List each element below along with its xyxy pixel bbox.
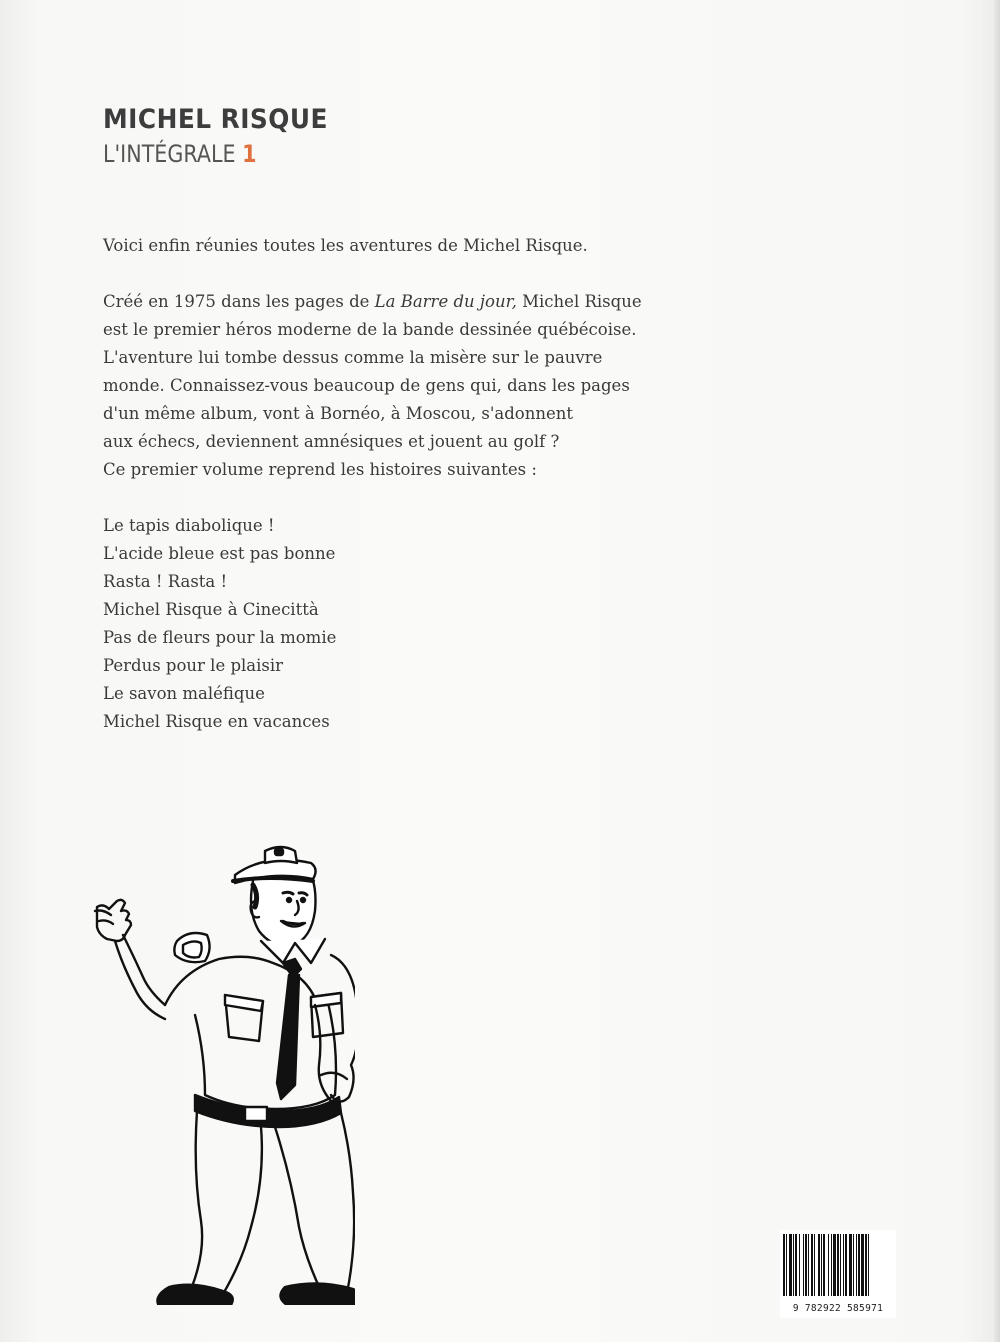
barcode-bar [818,1234,820,1296]
barcode-bar [793,1234,794,1296]
barcode-bar [808,1234,809,1296]
barcode-bar [789,1234,792,1296]
subtitle-prefix: L'INTÉGRALE [103,140,236,168]
magazine-title: La Barre du jour, [374,292,517,311]
volume-number: 1 [242,140,257,168]
barcode-bar [843,1234,844,1296]
description-line: L'aventure lui tombe dessus comme la misère sur le pauvre [103,348,603,367]
barcode-bar [856,1234,857,1296]
description-line [103,288,663,316]
barcode-bar [821,1234,822,1296]
barcode-bar [865,1234,867,1296]
subtitle [103,139,313,169]
barcode-bar [828,1234,829,1296]
barcode-bar [786,1234,787,1296]
barcode-bar [845,1234,847,1296]
description-line: monde. Connaissez-vous beaucoup de gens qui, dans les pages [103,376,630,395]
barcode-bar [803,1234,804,1296]
description-text: Michel Risque [516,292,642,311]
barcode-bar [831,1234,832,1296]
story-item: Michel Risque en vacances [103,712,330,731]
barcode-bar [858,1234,860,1296]
barcode-bar [861,1234,864,1296]
barcode-bar [811,1234,813,1296]
description-line: d'un même album, vont à Bornéo, à Moscou, s'adonnent [103,404,573,423]
story-list [103,512,663,736]
barcode-bar [814,1234,815,1296]
barcode-bar [795,1234,797,1296]
intro-paragraph: Voici enfin réunies toutes les aventures de Michel Risque. [103,236,588,255]
barcode [780,1230,896,1318]
barcode-digits: 9 782922 585971 [792,1303,884,1314]
blurb [103,232,663,736]
description-paragraph [103,288,663,484]
story-item: Perdus pour le plaisir [103,656,284,675]
barcode-bar [805,1234,807,1296]
description-line: est le premier héros moderne de la bande dessinée québécoise. [103,320,637,339]
story-item: L'acide bleue est pas bonne [103,544,336,563]
policeman-character-drawing-icon [85,845,355,1305]
barcode-bar [849,1234,852,1296]
story-item: Michel Risque à Cinecittà [103,600,319,619]
cover-edge [994,0,1000,1342]
story-item: Rasta ! Rasta ! [103,572,228,591]
barcode-bar [853,1234,854,1296]
barcode-bar [868,1234,869,1296]
story-item: Le tapis diabolique ! [103,516,275,535]
description-line: Ce premier volume reprend les histoires suivantes : [103,460,537,479]
description-text: Créé en 1975 dans les pages de [103,292,375,311]
barcode-bar [840,1234,841,1296]
story-item: Pas de fleurs pour la momie [103,628,337,647]
barcode-bar [799,1234,800,1296]
story-item: Le savon maléfique [103,684,265,703]
title-block [103,104,347,169]
barcode-bar [783,1234,785,1296]
barcode-bars-icon [780,1234,896,1304]
barcode-bar [823,1234,825,1296]
description-line: aux échecs, deviennent amnésiques et jouent au golf ? [103,432,560,451]
barcode-bar [837,1234,839,1296]
barcode-bar [833,1234,836,1296]
series-title: MICHEL RISQUE [103,104,328,135]
